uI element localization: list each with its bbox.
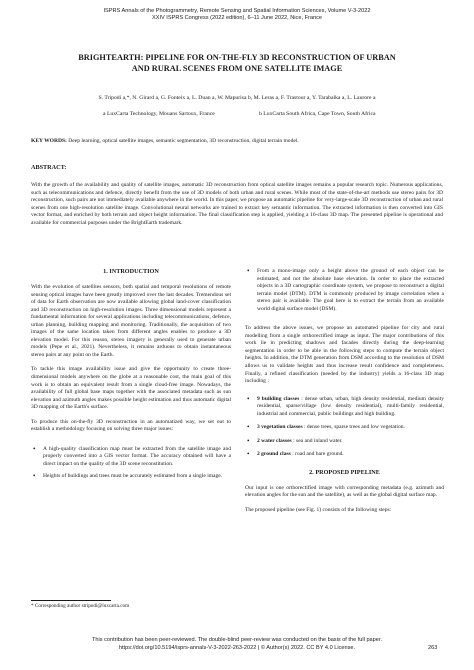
journal-header-line-2: XXIV ISPRS Congress (2022 edition), 6–11 June 2022, Nice, France — [152, 15, 322, 21]
class-label-water: 2 water classes — [257, 437, 292, 444]
section-2-heading: 2. PROPOSED PIPELINE — [309, 468, 380, 476]
right-column-body — [245, 268, 444, 522]
issue-bullet-1: • A high-quality classification map must be extracted from the satellite image and properly converted into a GIS vector format. The accuracy obtained will have a direct impact on the quality of the 3D scene reconstitution. — [31, 446, 231, 469]
intro-paragraph-1: With the evolution of satellites sensors, both spatial and temporal resolutions of remote sensing optical images have been greatly improved over the last decades. Tremendous set of data for Earth observation are now available allowing global land-cover classification and 3D reconstruction on high-resolution images. Three dimensional models represent a fundamental information for several applications including telecommunications, defence, urban planning, building mapping and monitoring. Traditionally, the acquisition of two images of the same location taken from different angles enables to produce a 3D elevation model. For this reason, stereo imagery is generally used to generate urban models (Pepe et al., 2021). Nevertheless, it remains arduous to obtain instantaneous stereo pairs at any point on the Earth. — [31, 284, 231, 358]
footer-doi-license: https://doi.org/10.5194/isprs-annals-V-3-2022-263-2022 | © Author(s) 2022. CC BY 4.0 License. — [118, 645, 356, 651]
class-bullet-buildings — [245, 396, 444, 419]
page-number: 263 — [428, 645, 438, 651]
class-text-vegetation: : dense trees, sparse trees and low vegetation. — [304, 424, 405, 431]
corresponding-author-footnote: * Corresponding author stripodi@luxcarta.com — [31, 603, 130, 609]
paper-title-line-1: BRIGHTEARTH: PIPELINE FOR ON-THE-FLY 3D RECONSTRUCTION OF URBAN — [78, 53, 396, 62]
class-bullet-water — [245, 438, 444, 446]
journal-header-line-1: ISPRS Annals of the Photogrammetry, Remote Sensing and Spatial Information Sciences, Volume V-3-2022 — [103, 8, 371, 14]
affiliation-b: b LuxCarta South Africa, Cape Town, South Africa — [259, 111, 376, 117]
intro-paragraph-4: To address the above issues, we propose an automated pipeline for city and rural modelling from a single orthorectified image as input. The major contributions of this work lie in predicting shadows and facades directly during the deep-learning segmentation in order to be able in the following steps to compute the terrain object heights. In addition, the DTM generation from DSM according to the resolution of DSM allows us to validate heights and thus increase result confidence and completeness. Finally, a refined classification (needed by the industry) yields a 16-class 3D map including : — [245, 325, 444, 385]
affiliation-a: a LuxCarta Technology, Mouans Sartoux, France — [103, 111, 215, 117]
issue-bullet-3: • From a mono-image only a height above the ground of each object can be estimated, and not the absolute base elevation. In order to place the extracted objects in a 3D cartographic coordinate system, we propose to reconstruct a digital terrain model (DTM). DTM is commonly produced by image correlation when a stereo pair is available. The goal here is to extract the terrain from an available world digital surface model (DSM). — [245, 268, 444, 313]
intro-paragraph-2: To tackle this image availability issue and give the opportunity to create three-dimensional models anywhere on the globe at a reasonable cost, the main goal of this work is to obtain an equivalent result from a single cloud-free image. Nowadays, the availability of full global base maps together with the associated metadata such as sun elevation and azimuth angles makes possible height estimation and thus automatic digital 3D mapping of the Earth's surface. — [31, 366, 231, 411]
class-label-buildings: 9 building classes — [257, 395, 300, 402]
author-list: S. Tripodi a,*, N. Girard a, G. Fonteix a, L. Duan a, W. Mapurisa b, M. Leras a, F. Trastour a, Y. Tarabalka a, L. Laurore a — [98, 95, 376, 101]
issue-bullet-2: • Heights of buildings and trees must be accurately estimated from a single image. — [31, 473, 231, 481]
pipeline-paragraph-1: Our input is one orthorectified image with corresponding metadata (e.g. azimuth and elevation angles for the sun and the satellite), as well as the global digital surface map. — [245, 484, 444, 499]
paper-title-line-2: AND RURAL SCENES FROM ONE SATELLITE IMAGE — [131, 64, 343, 73]
intro-paragraph-3: To produce this on-the-fly 3D reconstruction in an automatized way, we set out to establish a methodology focusing on solving three major issues: — [31, 418, 231, 433]
class-text-water: : sea and inland water. — [293, 437, 343, 444]
class-label-ground: 2 ground class — [257, 451, 291, 458]
abstract-text: With the growth of the availability and quality of satellite images, automatic 3D reconstruction from optical satellite images remains a popular research topic. Numerous applications, such as telecommunications and defence, directly benefit from the use of 3D models of both urban and rural scenes. While most of the state-of-the-art methods use stereo pairs for 3D reconstruction, such pairs are not immediately available anywhere in the world. In this paper, we propose an automatic pipeline for very-large-scale 3D reconstruction of urban and rural scenes from one high-resolution satellite image. Convolutional neural networks are trained to extract key semantic information. The extracted information is then converted into GIS vector format, and enriched by both terrain and object height information. The final classification step is applied, yielding a 16-class 3D map. The presented pipeline is operational and available for commercial purposes under the BrightEarth trademark. — [31, 182, 443, 226]
class-text-ground: : road and bare ground. — [292, 451, 344, 458]
footnote-rule — [31, 600, 111, 601]
class-bullet-vegetation — [245, 424, 444, 432]
class-text-buildings: : dense urban, urban, high density residential, medium density residential, sparse/village (low density residential), multi-family residential, industrial and commercial, public buildings and high building. — [257, 395, 445, 417]
keywords-text: Deep learning, optical satellite images, semantic segmentation, 3D reconstruction, digital terrain model. — [68, 138, 299, 144]
keywords-block — [31, 138, 443, 146]
section-1-heading: 1. INTRODUCTION — [103, 268, 159, 275]
footer-review-note: This contribution has been peer-reviewed. The double-blind peer-review was conducted on the basis of the full paper. — [91, 637, 382, 643]
abstract-heading: ABSTRACT: — [31, 164, 67, 171]
left-column-body — [31, 284, 231, 481]
class-label-vegetation: 3 vegetation classes — [257, 424, 303, 431]
pipeline-paragraph-2: The proposed pipeline (see Fig. 1) consists of the following steps: — [245, 507, 392, 514]
keywords-label: KEY WORDS: — [31, 138, 67, 144]
class-bullet-ground — [245, 451, 444, 459]
